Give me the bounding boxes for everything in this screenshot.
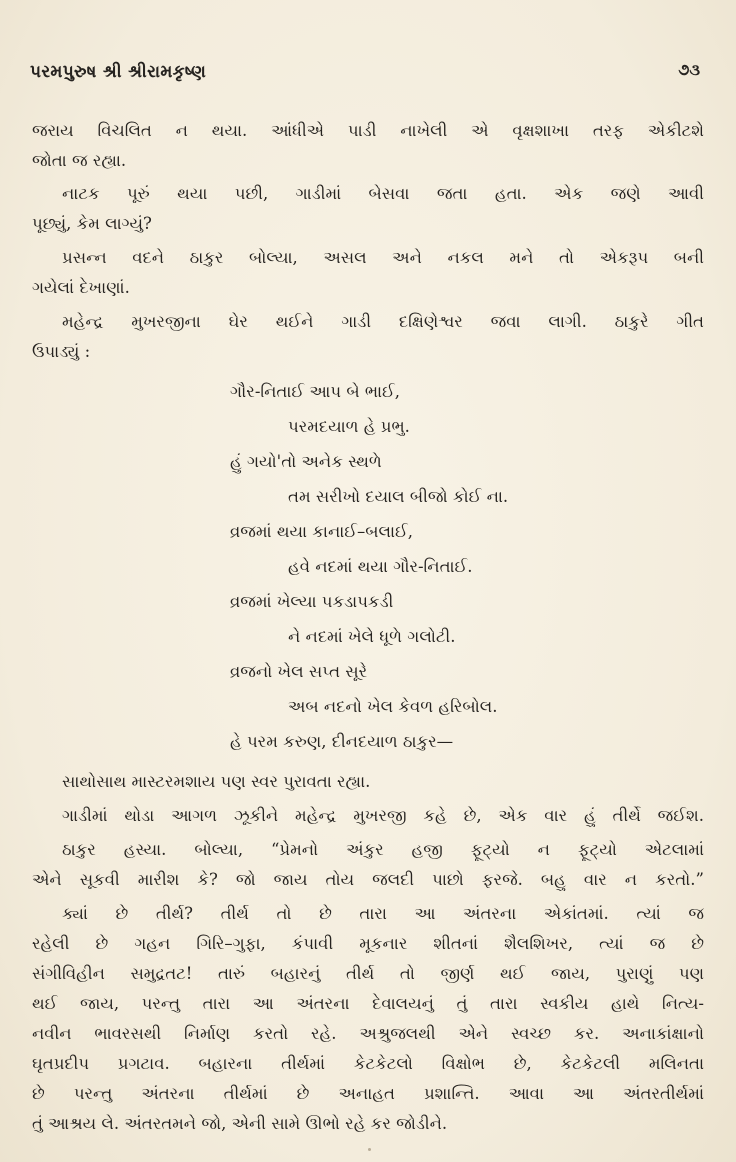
text-line: થઈ જાય, પરન્તુ તારા આ અંતરના દેવાલયનું તું તારા સ્વકીય હાથે નિત્ય- xyxy=(32,994,704,1013)
text-line: ગયેલાં દેખાણાં. xyxy=(32,278,130,297)
text-line: સંગીવિહીન સમુદ્રતટ! તારું બહારનું તીર્થ તો જીર્ણ થઈ જાય, પુરાણું પણ xyxy=(32,964,704,983)
paper-speck xyxy=(368,1148,371,1151)
verse-line: વ્રજનો ખેલ સપ્ત સૂરે xyxy=(230,662,368,681)
text-line: ઘૃતપ્રદીપ પ્રગટાવ. બહારના તીર્થમાં કેટકેટલો વિક્ષોભ છે, કેટકેટલી મલિનતા xyxy=(32,1054,704,1073)
verse-line: હે પરમ કરુણ, દીનદયાળ ઠાકુર— xyxy=(230,732,454,751)
verse-line: તમ સરીખો દયાલ બીજો કોઈ ના. xyxy=(288,487,509,506)
verse-line: ગૌર-નિતાઈ આપ બે ભાઈ, xyxy=(230,382,401,401)
text-line: જરાય વિચલિત ન થયા. આંધીએ પાડી નાખેલી એ વૃક્ષશાખા તરફ એકીટશે xyxy=(32,121,704,140)
page-header xyxy=(30,62,700,86)
text-line: ઉપાડ્યું : xyxy=(32,342,91,361)
verse-line: પરમદયાળ હે પ્રભુ. xyxy=(288,417,410,436)
text-line: જોતા જ રહ્યા. xyxy=(32,151,127,170)
verse-line: હવે નદમાં થયા ગૌર-નિતાઈ. xyxy=(288,557,473,576)
text-line: છે પરન્તુ અંતરના તીર્થમાં છે અનાહત પ્રશાન્તિ. આવા આ અંતરતીર્થમાં xyxy=(32,1084,704,1103)
verse-line: ને નદમાં ખેલે ધૂળે ગલોટી. xyxy=(288,627,456,646)
text-line: ઠાકુર હસ્યા. બોલ્યા, “પ્રેમનો અંકુર હજી ફૂટ્યો ન ફૂટ્યો એટલામાં xyxy=(62,840,704,859)
verse-line: વ્રજમાં ખેલ્યા પકડાપકડી xyxy=(230,592,394,611)
text-line: પ્રસન્ન વદને ઠાકુર બોલ્યા, અસલ અને નકલ મને તો એકરૂપ બની xyxy=(62,248,704,267)
verse-line: વ્રજમાં થયા કાનાઈ–બલાઈ, xyxy=(230,522,414,541)
text-line: નવીન ભાવરસથી નિર્માણ કરતો રહે. અશ્રુજલથી એને સ્વચ્છ કર. અનાકાંક્ષાનો xyxy=(32,1024,704,1043)
text-line: ક્યાં છે તીર્થ? તીર્થ તો છે તારા આ અંતરના એકાંતમાં. ત્યાં જ xyxy=(62,904,704,923)
page-number: ૭૩ xyxy=(678,60,700,79)
text-line: નાટક પૂરું થયા પછી, ગાડીમાં બેસવા જતા હતા. એક જણે આવી xyxy=(62,184,704,203)
text-line: રહેલી છે ગહન ગિરિ–ગુફા, કંપાવી મૂકનાર શીતનાં શૈલશિખર, ત્યાં જ છે xyxy=(32,934,704,953)
text-line: સાથોસાથ માસ્ટરમશાય પણ સ્વર પુરાવતા રહ્યા. xyxy=(62,772,371,791)
running-head: પરમપુરુષ શ્રી શ્રીરામકૃષ્ણ xyxy=(30,62,207,82)
text-line: પૂછ્યું, કેમ લાગ્યું? xyxy=(32,214,152,233)
text-line: ગાડીમાં થોડા આગળ ઝૂકીને મહેન્દ્ર મુખરજી કહે છે, એક વાર હું તીર્થે જઈશ. xyxy=(62,806,704,825)
verse-line: હું ગયો'તો અનેક સ્થળે xyxy=(230,452,382,471)
verse-line: અબ નદનો ખેલ કેવળ હરિબોલ. xyxy=(288,697,498,716)
text-line: તું આશ્રય લે. અંતરતમને જો, એની સામે ઊભો રહે કર જોડીને. xyxy=(32,1114,448,1133)
text-line: મહેન્દ્ર મુખરજીના ઘેર થઈને ગાડી દક્ષિણેશ્વર જવા લાગી. ઠાકુરે ગીત xyxy=(62,312,704,331)
text-line: એને સૂકવી મારીશ કે? જો જાય તોય જલદી પાછો ફરજે. બહુ વાર ન કરતો.” xyxy=(32,870,704,889)
